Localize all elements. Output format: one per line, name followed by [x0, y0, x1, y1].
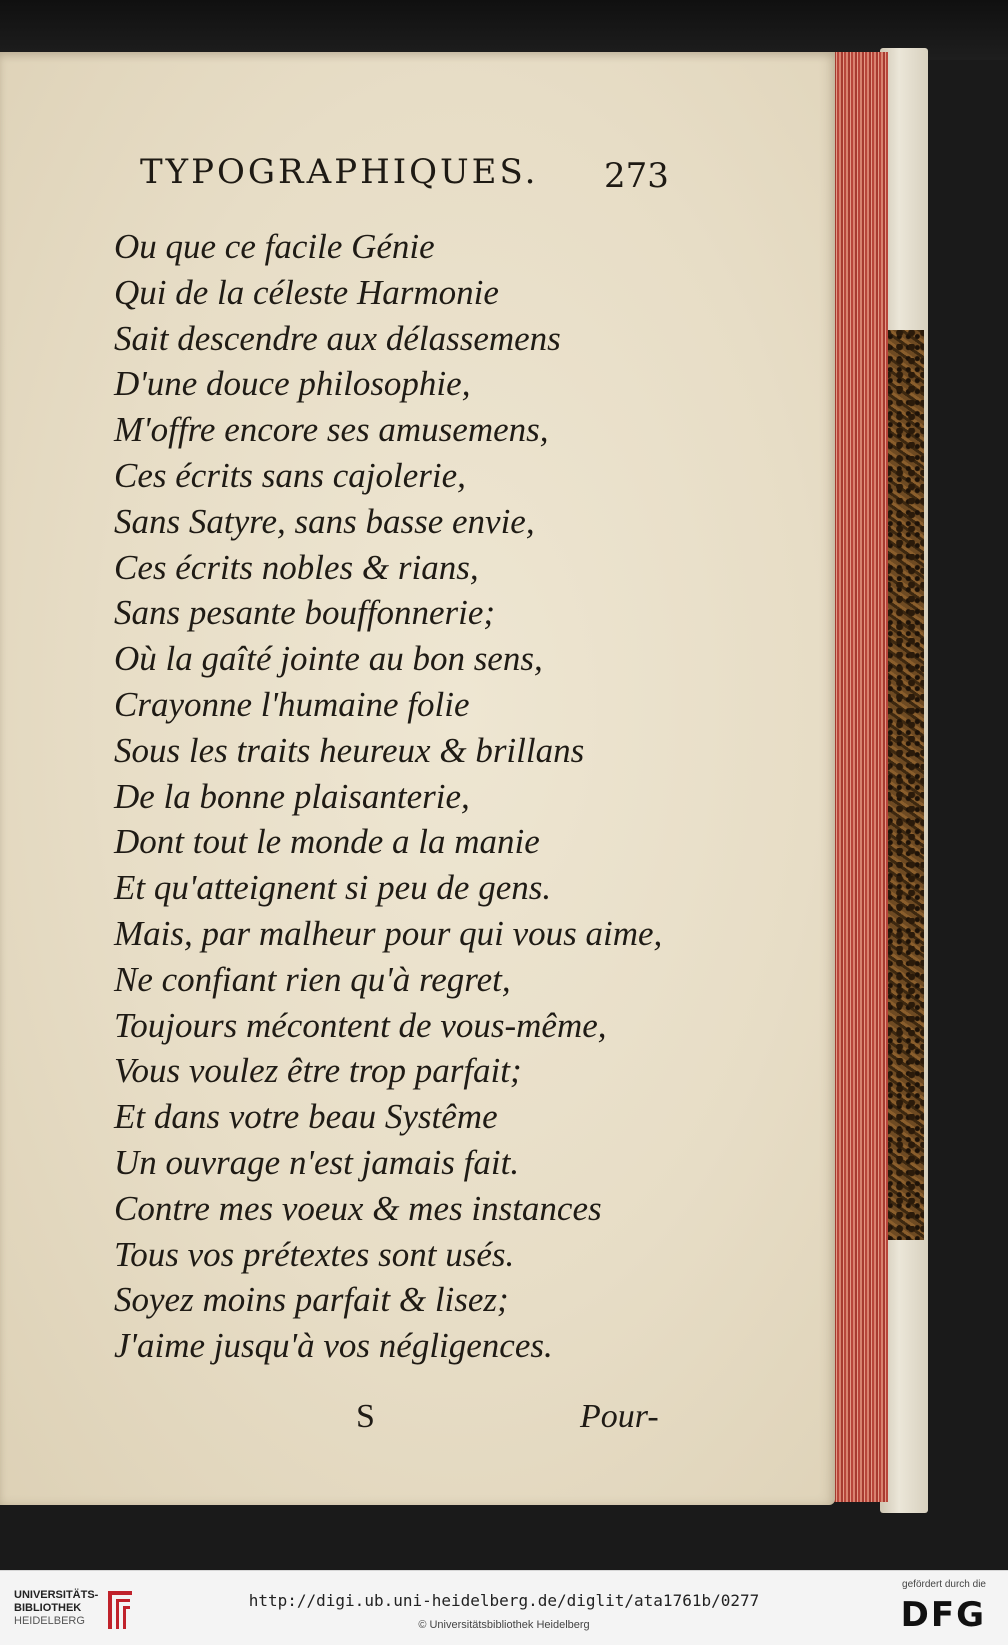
marbled-cover-edge	[884, 330, 924, 1240]
verse-line: Soyez moins parfait & lisez;	[114, 1280, 509, 1320]
catchword: Pour-	[580, 1398, 659, 1435]
paper-page	[0, 52, 835, 1505]
dfg-logo: DFG	[900, 1595, 986, 1635]
verse-line: Un ouvrage n'est jamais fait.	[114, 1142, 520, 1182]
verse-text	[114, 224, 814, 1369]
verse-line: Sous les traits heureux & brillans	[114, 730, 585, 770]
verse-line: J'aime jusqu'à vos négligences.	[114, 1326, 553, 1366]
verse-line: Et dans votre beau Systême	[114, 1097, 498, 1137]
funder-caption: gefördert durch die	[902, 1579, 986, 1590]
verse-line: Sans Satyre, sans basse envie,	[114, 501, 535, 541]
verse-line: Sait descendre aux délassemens	[114, 318, 561, 358]
running-head: TYPOGRAPHIQUES.	[140, 152, 539, 192]
verse-line: Sans pesante bouffonnerie;	[114, 593, 496, 633]
verse-line: Toujours mécontent de vous-même,	[114, 1005, 607, 1045]
verse-line: Qui de la céleste Harmonie	[114, 272, 499, 312]
verse-line: Crayonne l'humaine folie	[114, 684, 470, 724]
library-name-line: HEIDELBERG	[14, 1615, 85, 1627]
page-number: 273	[604, 156, 669, 196]
signature-mark: S	[356, 1398, 375, 1435]
red-page-edges	[830, 52, 888, 1502]
viewer-footer	[0, 1570, 1008, 1645]
verse-line: Dont tout le monde a la manie	[114, 822, 540, 862]
permalink-url[interactable]: http://digi.ub.uni-heidelberg.de/diglit/ata1761b/0277	[248, 1591, 760, 1610]
verse-line: De la bonne plaisanterie,	[114, 776, 470, 816]
verse-line: Et qu'atteignent si peu de gens.	[114, 868, 552, 908]
verse-line: Vous voulez être trop parfait;	[114, 1051, 522, 1091]
verse-line: M'offre encore ses amusemens,	[114, 410, 549, 450]
verse-line: Ne confiant rien qu'à regret,	[114, 959, 511, 999]
library-name-line: BIBLIOTHEK	[14, 1602, 82, 1614]
verse-line: D'une douce philosophie,	[114, 364, 471, 404]
verse-line: Mais, par malheur pour qui vous aime,	[114, 913, 663, 953]
copyright-notice: © Universitätsbibliothek Heidelberg	[418, 1619, 590, 1631]
verse-line: Où la gaîté jointe au bon sens,	[114, 639, 543, 679]
background-board	[0, 0, 1008, 60]
verse-line: Ces écrits sans cajolerie,	[114, 455, 466, 495]
verse-line: Tous vos prétextes sont usés.	[114, 1234, 515, 1274]
verse-line: Contre mes voeux & mes instances	[114, 1188, 602, 1228]
verse-line: Ou que ce facile Génie	[114, 227, 435, 266]
library-name-line: UNIVERSITÄTS-	[14, 1589, 99, 1601]
verse-line: Ces écrits nobles & rians,	[114, 547, 479, 587]
